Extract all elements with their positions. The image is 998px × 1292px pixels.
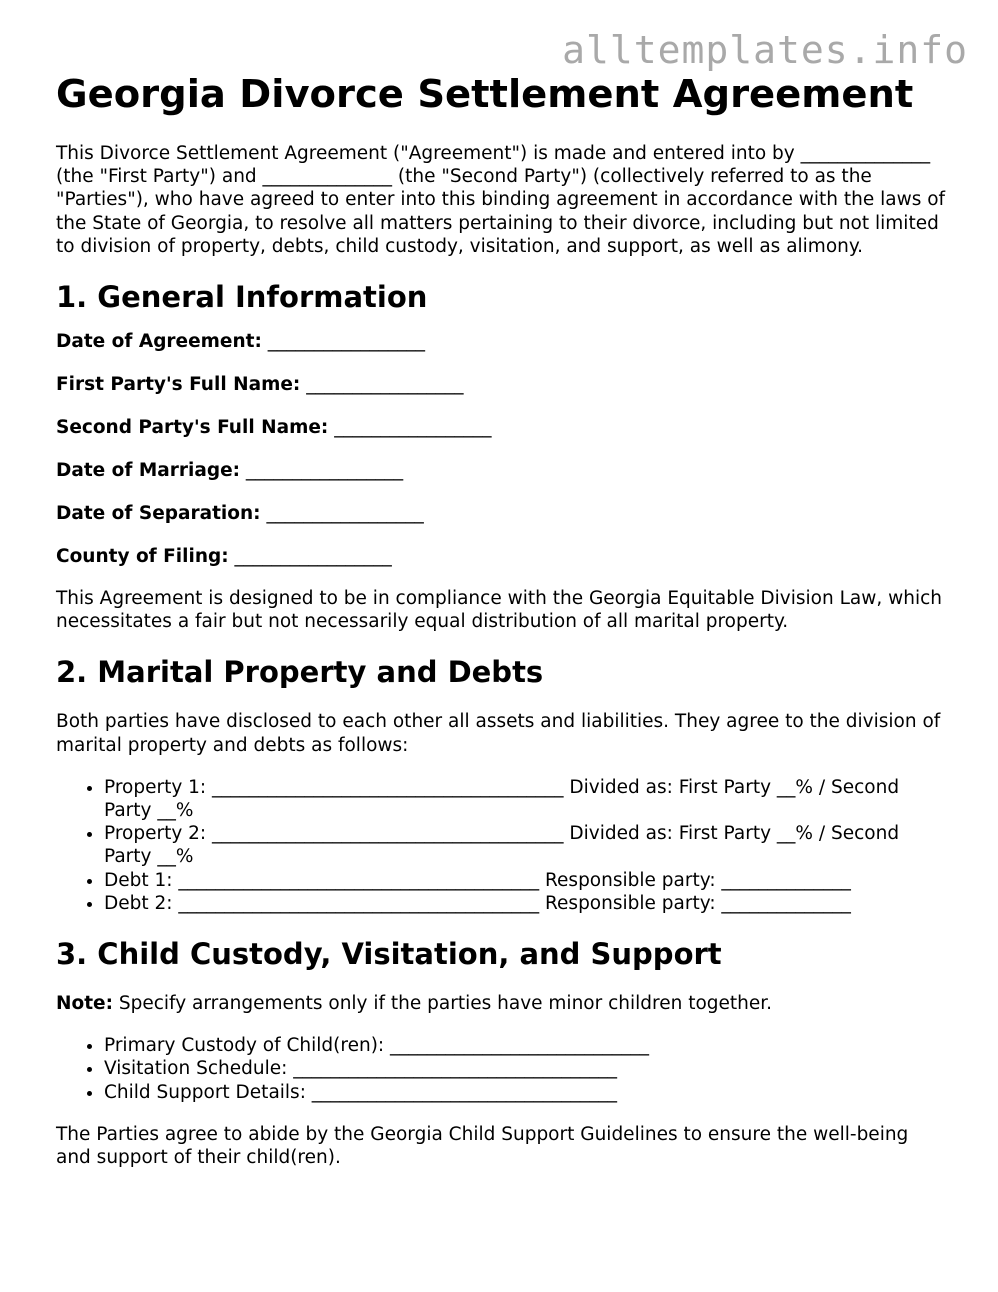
note-paragraph [56, 992, 946, 1015]
note-label: Note: [56, 993, 113, 1015]
date-of-separation-field [56, 502, 946, 525]
field-blank: _________________ [306, 374, 464, 396]
section-2-heading: 2. Marital Property and Debts [56, 655, 544, 690]
child-support-guidelines-paragraph: The Parties agree to abide by the Georgia Child Support Guidelines to ensure the well-being and support of their child(ren). [56, 1123, 909, 1169]
field-label: Date of Marriage: [56, 460, 241, 482]
field-blank: _________________ [234, 546, 392, 568]
list-item: • Property 2: ______________________________________ Divided as: First Party __% / Second Party __% [104, 822, 946, 868]
section-3-heading: 3. Child Custody, Visitation, and Support [56, 937, 722, 972]
property-debts-list [56, 776, 946, 915]
list-item: • Debt 1: _______________________________________ Responsible party: ______________ [104, 869, 946, 892]
document-page [56, 70, 946, 1169]
field-label: Date of Separation: [56, 503, 261, 525]
section-1-heading: 1. General Information [56, 280, 428, 315]
field-label: Second Party's Full Name: [56, 417, 329, 439]
disclosure-paragraph: Both parties have disclosed to each other all assets and liabilities. They agree to the division of marital property and debts as follows: [56, 711, 941, 756]
list-item: • Visitation Schedule: ___________________________________ [104, 1057, 946, 1080]
general-info-fields [56, 330, 946, 568]
document-title: Georgia Divorce Settlement Agreement [56, 72, 914, 117]
field-label: First Party's Full Name: [56, 374, 301, 396]
field-blank: _________________ [245, 460, 404, 482]
note-text: Specify arrangements only if the parties have minor children together. [112, 993, 773, 1015]
list-item: • Child Support Details: _________________________________ [104, 1081, 946, 1104]
field-label: County of Filing: [56, 546, 229, 568]
field-blank: _________________ [266, 503, 424, 525]
date-of-marriage-field [56, 459, 946, 482]
first-party-name-field [56, 373, 946, 396]
custody-list [56, 1034, 946, 1104]
second-party-name-field [56, 416, 946, 439]
watermark: alltemplates.info [562, 28, 968, 72]
list-item: • Debt 2: _______________________________________ Responsible party: ______________ [104, 892, 946, 915]
equitable-division-paragraph: This Agreement is designed to be in compliance with the Georgia Equitable Division Law, which necessitates a fair but not necessarily equal distribution of all marital property. [56, 588, 943, 633]
list-item: • Primary Custody of Child(ren): ____________________________ [104, 1034, 946, 1057]
field-blank: _________________ [334, 417, 492, 439]
field-blank: _________________ [267, 331, 426, 353]
intro-paragraph: This Divorce Settlement Agreement ("Agreement") is made and entered into by ______________ (the "First Party") and ______________ (the "Second Party") (collectively referred to as the "Parties"), who have agreed to enter into this binding agreement in accordance with the laws of the State of Georgia, to resolve all matters pertaining to their divorce, including but not limited to division of property, debts, child custody, visitation, and support, as well as alimony. [56, 143, 946, 257]
date-of-agreement-field [56, 330, 946, 353]
list-item: • Property 1: ______________________________________ Divided as: First Party __% / Second Party __% [104, 776, 946, 822]
county-of-filing-field [56, 545, 946, 568]
field-label: Date of Agreement: [56, 331, 262, 353]
